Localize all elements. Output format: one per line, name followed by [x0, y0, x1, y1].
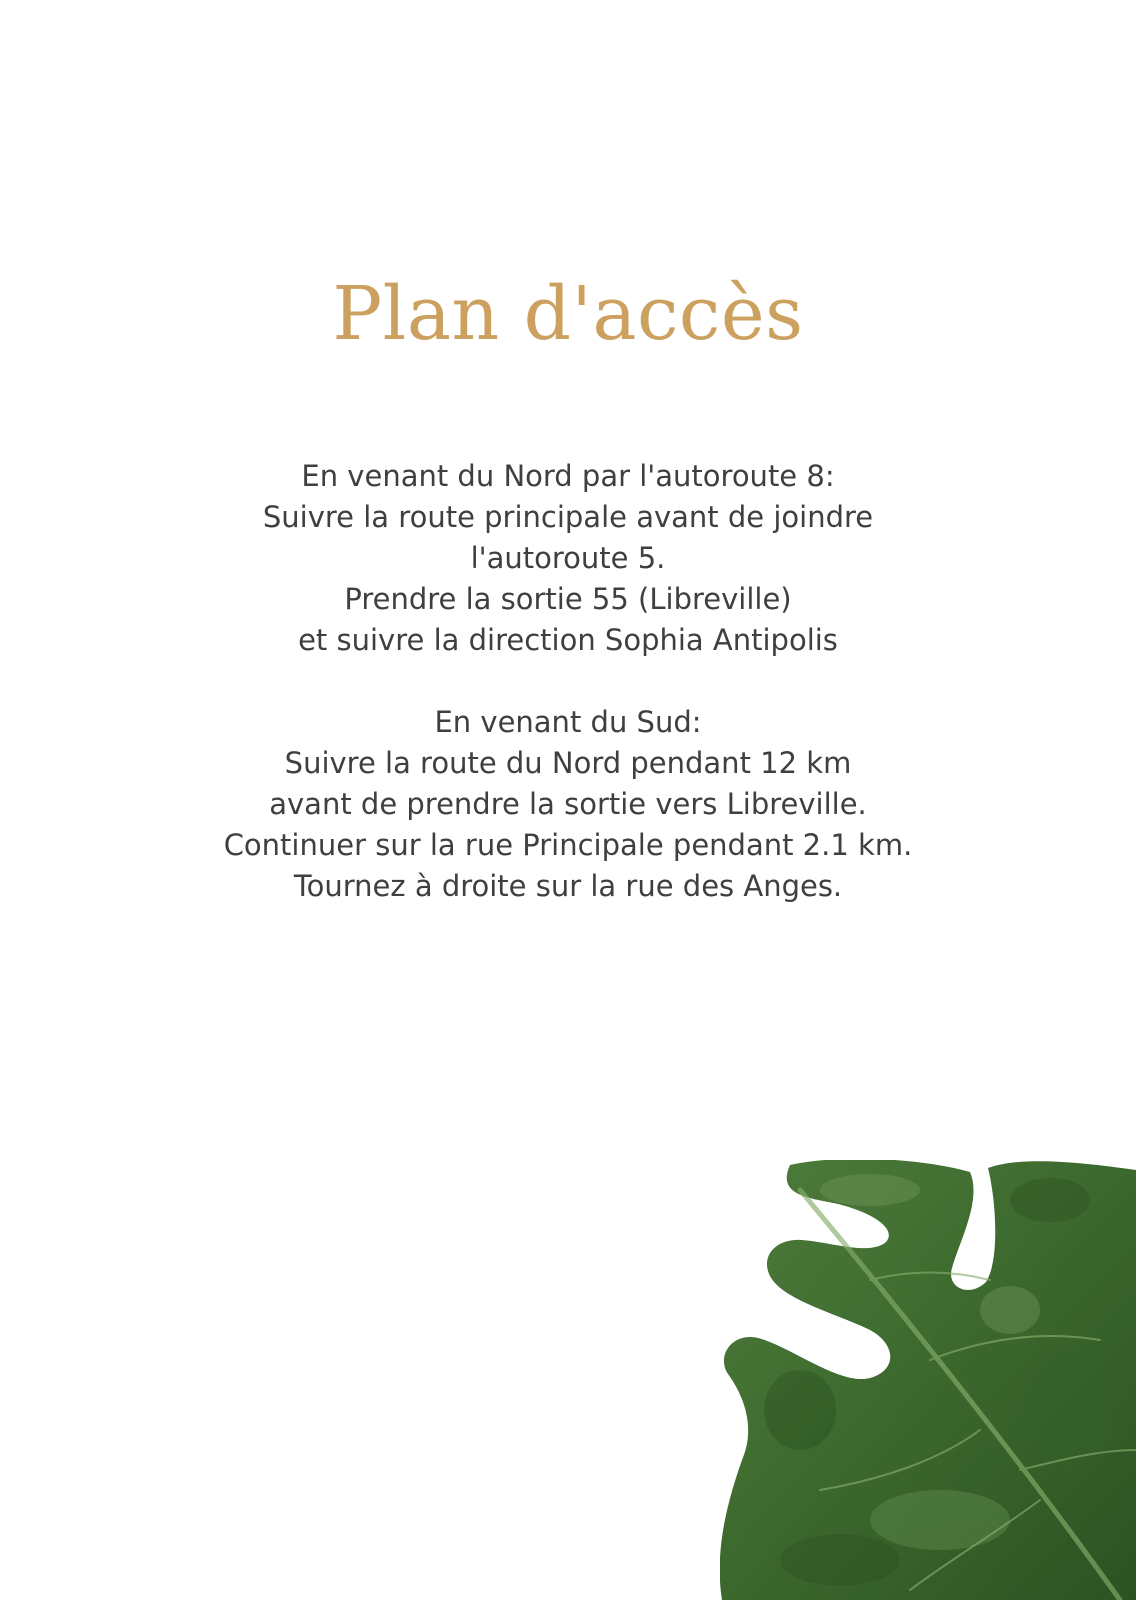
directions-line: Suivre la route du Nord pendant 12 km — [284, 746, 852, 780]
directions-south — [0, 702, 1136, 907]
page-title: Plan d'accès — [332, 271, 804, 357]
directions-line: En venant du Sud: — [434, 705, 702, 739]
directions-text — [0, 456, 1136, 907]
directions-line: l'autoroute 5. — [470, 541, 666, 575]
directions-line: avant de prendre la sortie vers Libreville. — [269, 787, 867, 821]
directions-line: Prendre la sortie 55 (Libreville) — [344, 582, 792, 616]
monstera-leaf-icon — [720, 1160, 1136, 1600]
directions-north — [0, 456, 1136, 661]
directions-line: En venant du Nord par l'autoroute 8: — [301, 459, 835, 493]
directions-line: et suivre la direction Sophia Antipolis — [298, 623, 838, 657]
directions-line: Tournez à droite sur la rue des Anges. — [293, 869, 843, 903]
directions-line: Continuer sur la rue Principale pendant 2.1 km. — [223, 828, 913, 862]
directions-line: Suivre la route principale avant de joindre — [262, 500, 874, 534]
